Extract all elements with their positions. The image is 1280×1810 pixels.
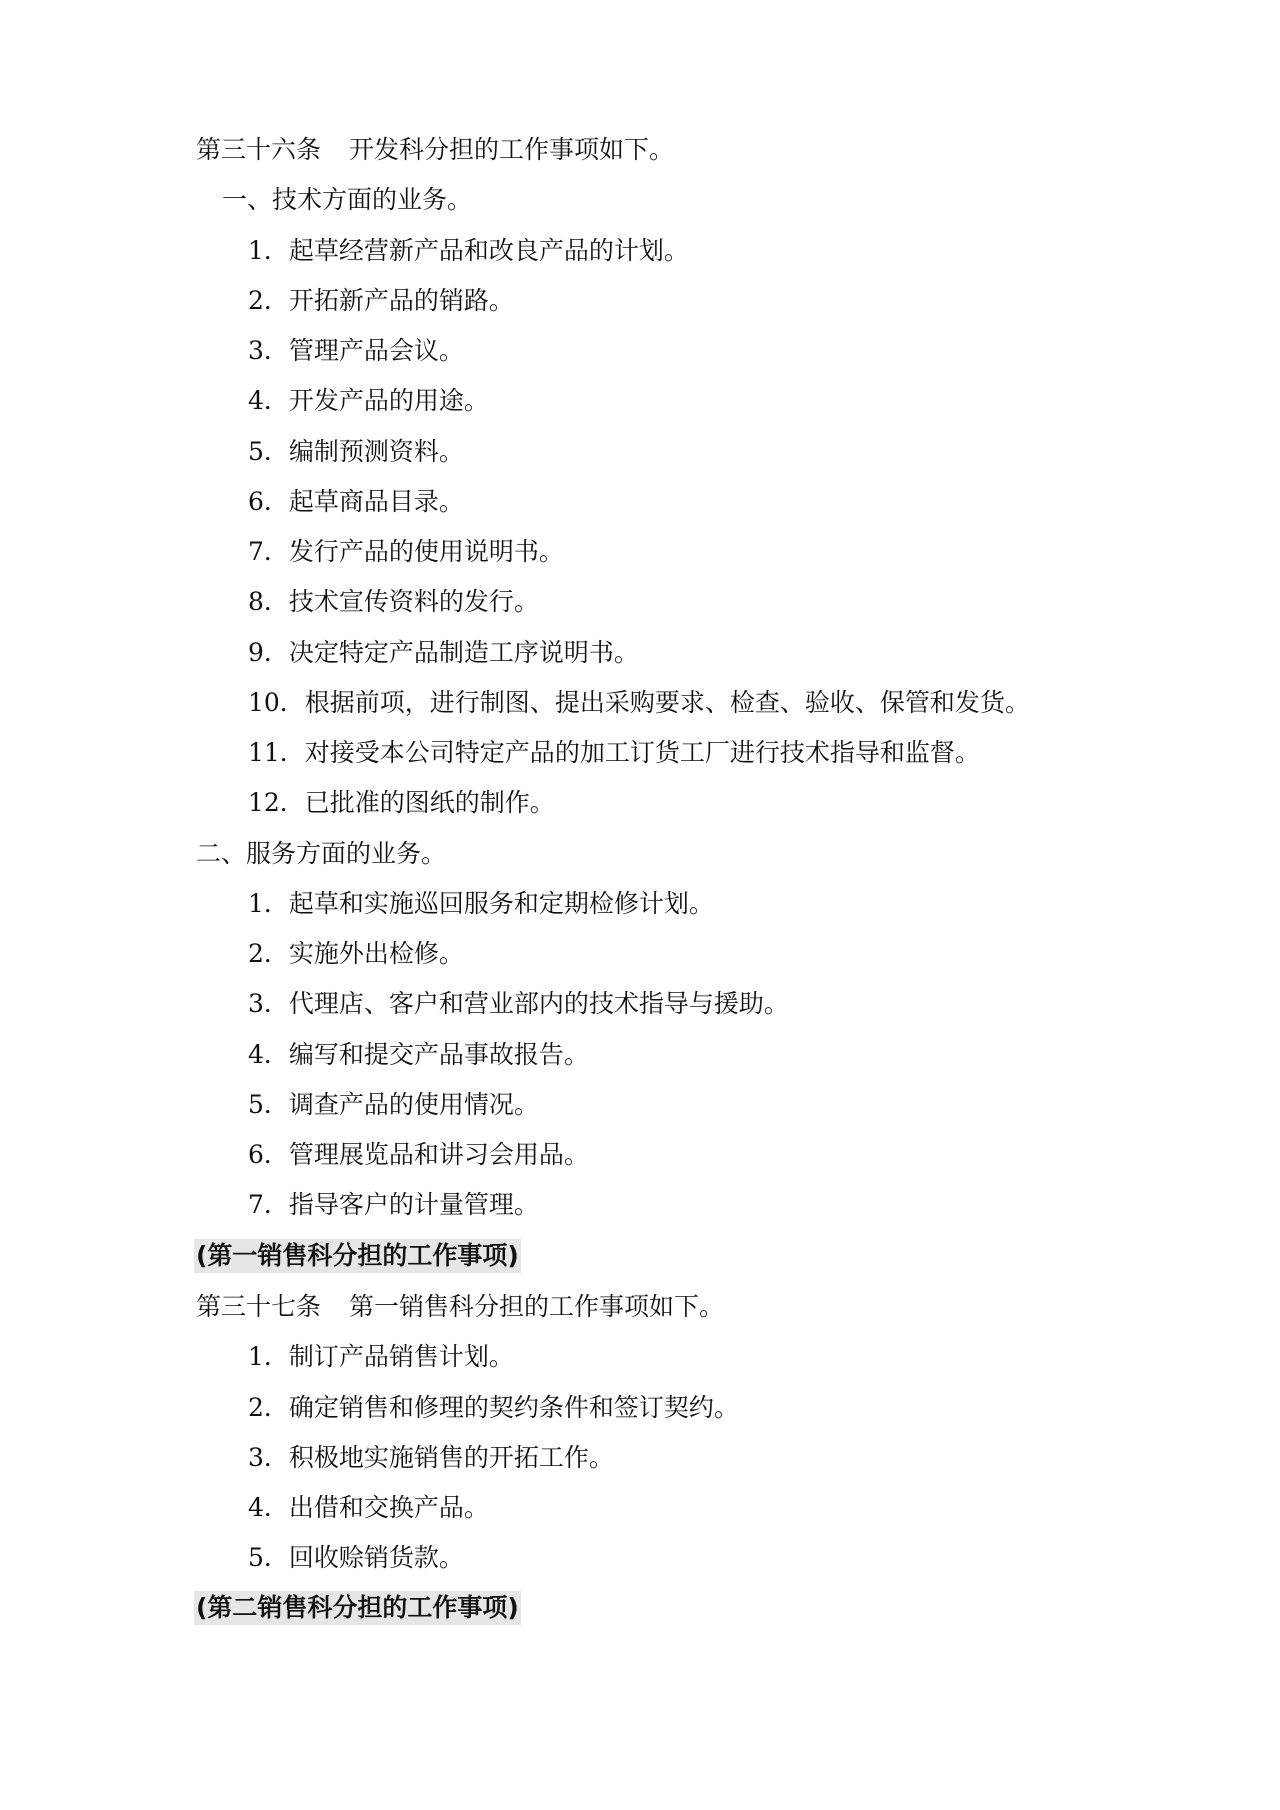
- section-2-title: 二、服务方面的业务。: [196, 839, 447, 868]
- list-item: 5．调查产品的使用情况。: [248, 1090, 539, 1119]
- article-37-text: 第一销售科分担的工作事项如下。: [349, 1292, 725, 1321]
- list-item: 3．积极地实施销售的开拓工作。: [248, 1443, 614, 1472]
- list-item: 1．起草经营新产品和改良产品的计划。: [248, 236, 689, 265]
- list-item: 8．技术宣传资料的发行。: [248, 587, 539, 616]
- article-36-text: 开发科分担的工作事项如下。: [349, 135, 675, 164]
- list-item: 2．开拓新产品的销路。: [248, 286, 514, 315]
- list-item: 3．代理店、客户和营业部内的技术指导与援助。: [248, 989, 789, 1018]
- list-item: 3．管理产品会议。: [248, 336, 464, 365]
- list-item: 6．起草商品目录。: [248, 487, 464, 516]
- list-item: 9．决定特定产品制造工序说明书。: [248, 638, 639, 667]
- list-item: 1．制订产品销售计划。: [248, 1342, 514, 1371]
- list-item: 1．起草和实施巡回服务和定期检修计划。: [248, 889, 714, 918]
- article-37-number: 第三十七条: [196, 1292, 322, 1321]
- article-36-number: 第三十六条: [196, 135, 322, 164]
- list-item: 4．编写和提交产品事故报告。: [248, 1040, 589, 1069]
- article-37-title: [196, 1289, 724, 1325]
- list-item: 2．实施外出检修。: [248, 939, 464, 968]
- list-item: 6．管理展览品和讲习会用品。: [248, 1140, 589, 1169]
- section-heading-sales-2: (第二销售科分担的工作事项): [194, 1591, 521, 1625]
- list-item: 7．发行产品的使用说明书。: [248, 537, 564, 566]
- list-item: 7．指导客户的计量管理。: [248, 1190, 539, 1219]
- list-item: 5．编制预测资料。: [248, 437, 464, 466]
- section-heading-sales-1: (第一销售科分担的工作事项): [194, 1239, 521, 1273]
- list-item: 11．对接受本公司特定产品的加工订货工厂进行技术指导和监督。: [248, 738, 980, 767]
- list-item: 4．开发产品的用途。: [248, 386, 489, 415]
- section-1-title: 一、技术方面的业务。: [222, 185, 473, 214]
- list-item: 2．确定销售和修理的契约条件和签订契约。: [248, 1393, 739, 1422]
- list-item: 5．回收赊销货款。: [248, 1543, 464, 1572]
- list-item: 12．已批准的图纸的制作。: [248, 788, 555, 817]
- list-item: 4．出借和交换产品。: [248, 1493, 489, 1522]
- article-36-title: [196, 132, 674, 168]
- list-item: 10．根据前项，进行制图、提出采购要求、检查、验收、保管和发货。: [248, 688, 1030, 717]
